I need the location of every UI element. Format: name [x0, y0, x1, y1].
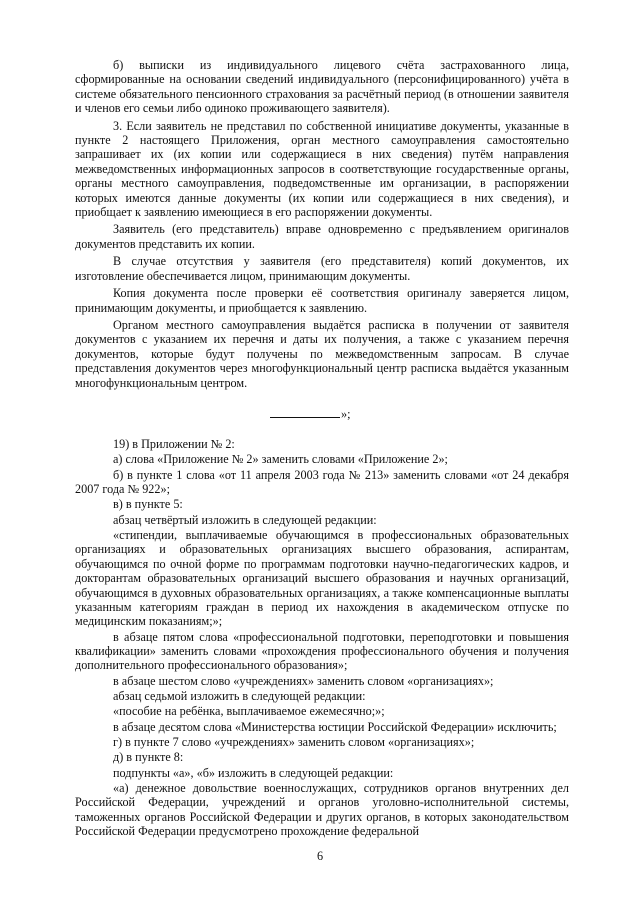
amendment-paragraph-7-intro: абзац седьмой изложить в следующей редакции: [113, 689, 366, 704]
amendment-subpoints-intro: подпункты «а», «б» изложить в следующей редакции: [113, 765, 394, 780]
amendments-section [75, 437, 569, 839]
amendment-child-allowance: «пособие на ребёнка, выплачиваемое ежемесячно;»; [113, 704, 385, 719]
amendment-allowance-text: «а) денежное довольствие военнослужащих, сотрудников органов внутренних дел Российской Федерации, учреждений и органов уголовно-исполнительной системы, таможенных органов Российской Федерации и других органов, в которых законодательством Российской Федерации предусмотрено прохождение федеральной [75, 780, 569, 839]
separator-quote: »; [341, 407, 351, 421]
paragraph-clause-3: 3. Если заявитель не представил по собственной инициативе документы, указанные в пункте 2 настоящего Приложения, орган местного самоуправления самостоятельно запрашивает их (их копии или содержащиеся в них сведения) путём направления межведомственных информационных запросов в соответствующие государственные органы, органы местного самоуправления, подведомственные им организации, в распоряжении которых имеются данные документы (их копии или содержащиеся в них сведения), и приобщает к заявлению имеющиеся в его распоряжении документы. [75, 118, 569, 220]
top-section [75, 58, 569, 390]
paragraph-extract-item-b: б) выписки из индивидуального лицевого счёта застрахованного лица, сформированные на основании сведений индивидуального (персонифицированного) учёта в системе обязательного пенсионного страхования за расчётный период (в отношении заявителя и членов его семьи либо одиноко проживающего заявителя). [75, 58, 569, 116]
page-number: 6 [316, 849, 324, 863]
paragraph-copy-certification: Копия документа после проверки её соответствия оригиналу заверяется лицом, принимающим документы, и приобщается к заявлению. [75, 286, 569, 315]
amendment-stipends-text: «стипендии, выплачиваемые обучающимся в профессиональных образовательных организациях и образовательных организациях высшего образования, аспирантам, обучающимся по очной форме по программам подготовки научно-педагогических кадров, и докторантам образовательных организаций высшего образования и научных организаций, обучающимся в духовных образовательных организациях, а также компенсационные выплаты указанным категориям граждан в период их нахождения в академическом отпуске по медицинским показаниям;»; [75, 527, 569, 629]
amendment-paragraph-4-intro: абзац четвёртый изложить в следующей редакции: [113, 512, 377, 527]
amendment-paragraph-5: в абзаце пятом слова «профессиональной подготовки, переподготовки и повышения квалификации» заменить словами «прохождения профессионального обучения и получения дополнительного профессионального образования»; [75, 629, 569, 673]
amendment-subitem-a: а) слова «Приложение № 2» заменить словами «Приложение 2»; [113, 452, 448, 467]
amendment-subitem-d: д) в пункте 8: [113, 750, 184, 765]
paragraph-applicant-copies: Заявитель (его представитель) вправе одновременно с предъявлением оригиналов документов представить их копии. [75, 222, 569, 251]
amendment-paragraph-6: в абзаце шестом слово «учреждениях» заменить словом «организациях»; [113, 673, 494, 688]
paragraph-missing-copies: В случае отсутствия у заявителя (его представителя) копий документов, их изготовление обеспечивается лицом, принимающим документы. [75, 254, 569, 283]
paragraph-receipt: Органом местного самоуправления выдаётся расписка в получении от заявителя документов с указанием их перечня и даты их получения, а также с указанием перечня документов, которые будут получены по межведомственным запросам. В случае представления документов через многофункциональный центр расписка выдаётся указанным многофункциональным центром. [75, 317, 569, 390]
amendment-subitem-v: в) в пункте 5: [113, 497, 183, 512]
amendment-subitem-g: г) в пункте 7 слово «учреждениях» заменить словом «организациях»; [113, 734, 475, 749]
amendment-item-19: 19) в Приложении № 2: [113, 437, 235, 451]
closing-separator [270, 407, 350, 421]
amendment-paragraph-10: в абзаце десятом слова «Министерства юстиции Российской Федерации» исключить; [113, 719, 557, 734]
amendment-subitem-b: б) в пункте 1 слова «от 11 апреля 2003 года № 213» заменить словами «от 24 декабря 2007 года № 922»; [75, 467, 569, 496]
separator-line [270, 407, 340, 418]
